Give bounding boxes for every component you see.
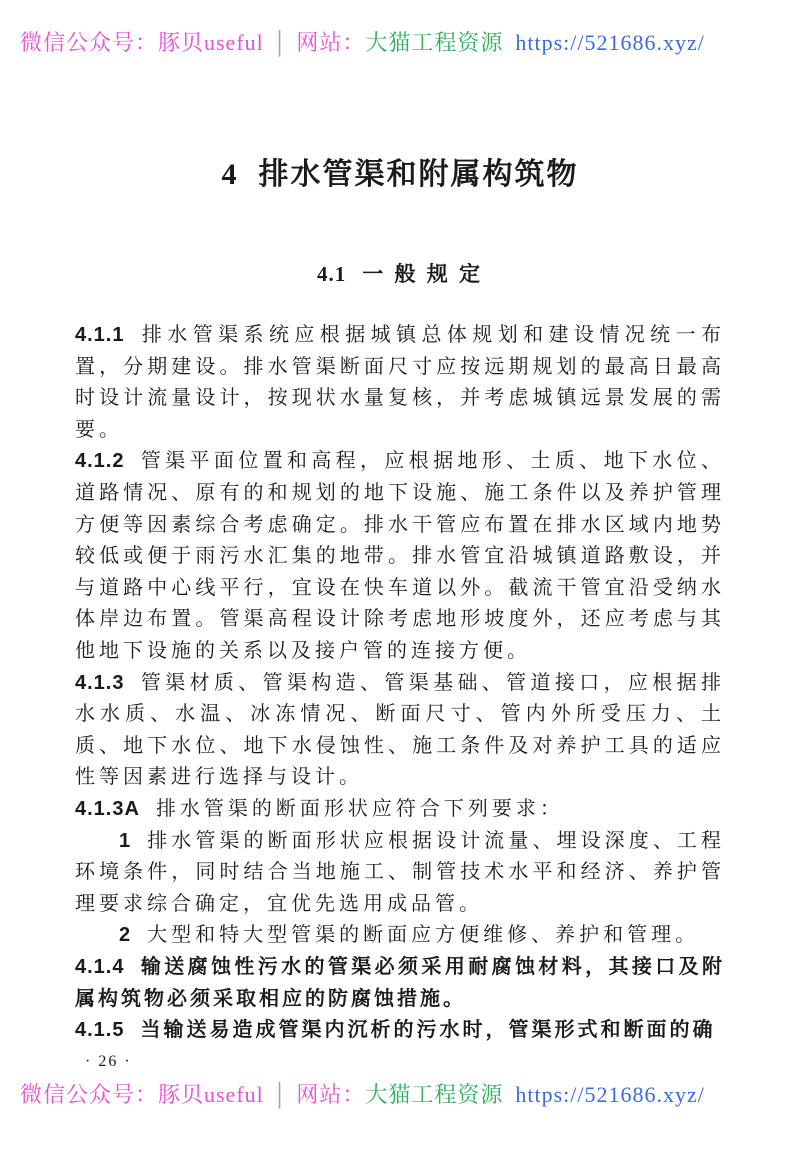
clause-4-1-4 [75, 952, 725, 1015]
clause-label: 4.1.3A [75, 798, 140, 820]
clause-text: 排水管渠系统应根据城镇总体规划和建设情况统一布置，分期建设。排水管渠断面尺寸应按远期规划的最高日最高时设计流量设计，按现状水量复核，并考虑城镇远景发展的需要。 [75, 324, 725, 441]
section-title: 一 般 规 定 [362, 262, 483, 286]
list-item-2 [75, 920, 725, 952]
chapter-number: 4 [221, 158, 239, 191]
site-prefix-label: 网站： [296, 1082, 366, 1107]
watermark-separator: │ [271, 1082, 289, 1107]
clause-text: 大型和特大型管渠的断面应方便维修、养护和管理。 [147, 924, 700, 947]
clause-label: 4.1.2 [75, 450, 125, 473]
wechat-label: 微信公众号：豚贝useful [20, 30, 264, 55]
watermark-separator: │ [271, 30, 289, 55]
clause-text: 当输送易造成管渠内沉析的污水时，管渠形式和断面的确 [140, 1019, 716, 1042]
section-heading [75, 263, 725, 286]
page-number: · 26 · [85, 1052, 132, 1070]
site-name: 大猫工程资源 [365, 30, 504, 55]
section-number: 4.1 [317, 262, 347, 286]
clause-text: 管渠平面位置和高程，应根据地形、土质、地下水位、道路情况、原有的和规划的地下设施、施工条件以及养护管理方便等因素综合考虑确定。排水干管应布置在排水区域内地势较低或便于雨污水汇集的地带。排水管宜沿城镇道路敷设，并与道路中心线平行，宜设在快车道以外。截流干管宜沿受纳水体岸边布置。管渠高程设计除考虑地形坡度外，还应考虑与其他地下设施的关系以及接户管的连接方便。 [75, 450, 725, 663]
site-name: 大猫工程资源 [365, 1082, 504, 1107]
site-url-link[interactable]: https://521686.xyz/ [515, 30, 705, 55]
clause-label: 1 [119, 829, 132, 852]
clause-text: 管渠材质、管渠构造、管渠基础、管道接口，应根据排水水质、水温、冰冻情况、断面尺寸、管内外所受压力、土质、地下水位、地下水侵蚀性、施工条件及对养护工具的适应性等因素进行选择与设计。 [75, 671, 725, 789]
clause-text: 排水管渠的断面形状应根据设计流量、埋设深度、工程环境条件，同时结合当地施工、制管技术水平和经济、养护管理要求综合确定，宜优先选用成品管。 [75, 829, 725, 915]
watermark-bottom [20, 1078, 790, 1109]
site-prefix-label: 网站： [296, 30, 366, 55]
list-item-1 [75, 826, 725, 921]
chapter-title: 排水管渠和附属构筑物 [258, 158, 579, 191]
clause-4-1-5 [75, 1015, 725, 1047]
clause-text: 排水管渠的断面形状应符合下列要求： [155, 798, 564, 820]
clause-4-1-3A [75, 794, 725, 826]
clause-label: 4.1.5 [75, 1019, 125, 1042]
clause-label: 2 [119, 924, 132, 947]
clause-label: 4.1.4 [75, 955, 125, 978]
clause-4-1-1 [75, 320, 725, 446]
site-url-link[interactable]: https://521686.xyz/ [515, 1082, 705, 1107]
wechat-label: 微信公众号：豚贝useful [20, 1082, 264, 1107]
chapter-heading [75, 158, 725, 191]
clause-label: 4.1.3 [75, 671, 125, 694]
clause-text: 输送腐蚀性污水的管渠必须采用耐腐蚀材料，其接口及附属构筑物必须采取相应的防腐蚀措施。 [75, 955, 725, 1010]
clause-label: 4.1.1 [75, 324, 125, 347]
clause-4-1-2 [75, 446, 725, 667]
page-content [75, 0, 725, 1071]
body-paragraphs [75, 320, 725, 1047]
clause-4-1-3 [75, 668, 725, 794]
